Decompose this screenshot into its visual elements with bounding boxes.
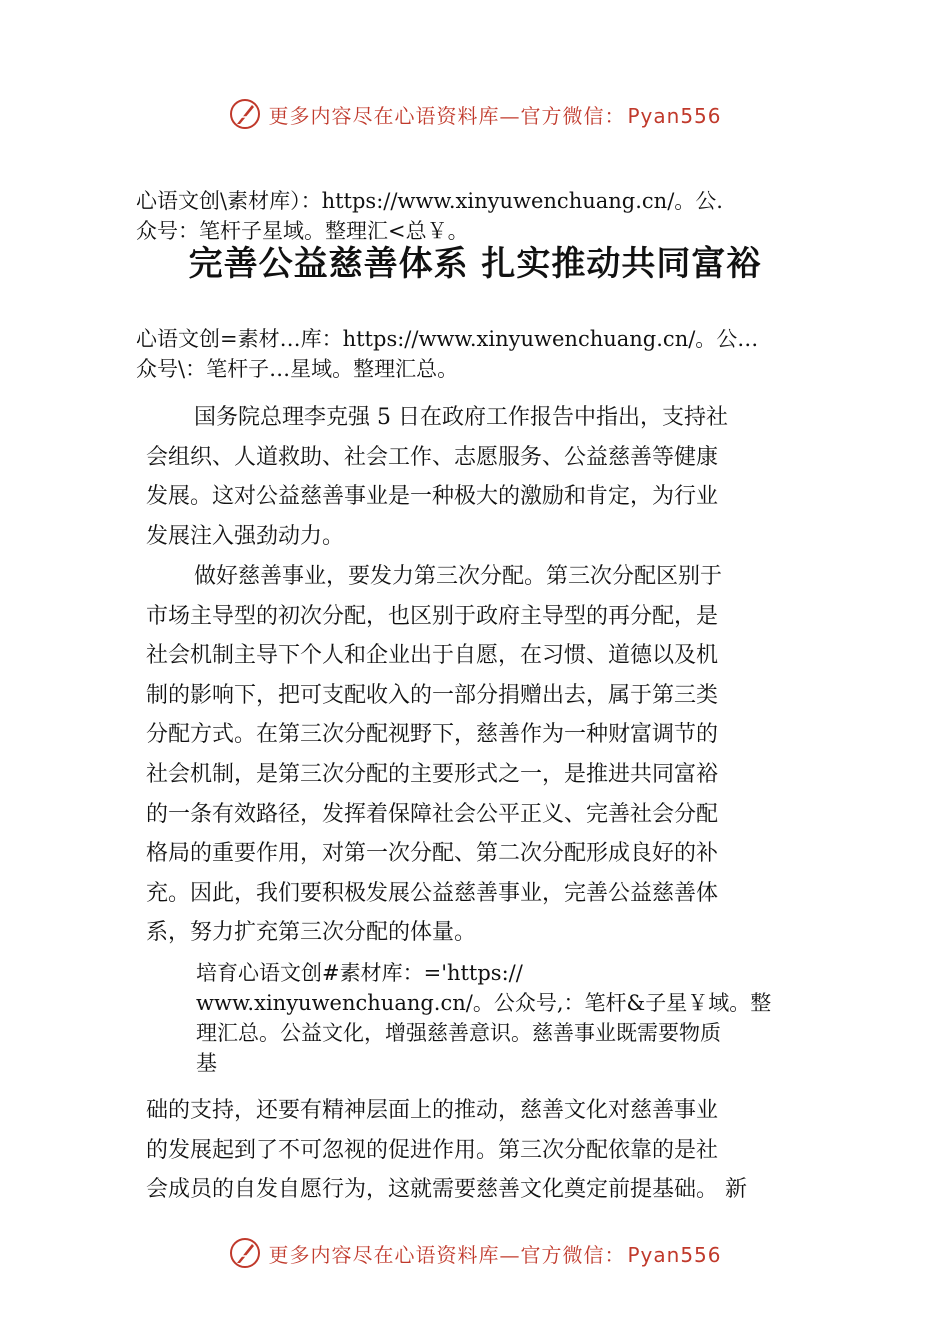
wechat-id: Pyan556 — [627, 1242, 722, 1267]
text-line: 发展。这对公益慈善事业是一种极大的激励和肯定，为行业 — [146, 484, 719, 510]
feather-pen-logo-icon — [228, 1236, 262, 1270]
text-line: 市场主导型的初次分配，也区别于政府主导型的再分配，是 — [146, 603, 719, 629]
text-line: 格局的重要作用，对第一次分配、第二次分配形成良好的补 — [146, 841, 719, 867]
watermark-line: 心语文创\素材库）：https://www.xinyuwenchuang.cn/。公. — [136, 189, 723, 213]
text-line: 会组织、人道救助、社会工作、志愿服务、公益慈善等健康 — [146, 444, 719, 470]
text-line: 制的影响下，把可支配收入的一部分捐赠出去，属于第三类 — [146, 682, 719, 708]
text-line: 会成员的自发自愿行为，这就需要慈善文化奠定前提基础。 新 — [146, 1177, 747, 1203]
paragraph-4 — [146, 1091, 822, 1210]
text-line: 的一条有效路径，发挥着保障社会公平正义、完善社会分配 — [146, 801, 719, 827]
feather-pen-logo-icon — [228, 97, 262, 131]
wechat-id: Pyan556 — [627, 103, 722, 128]
text-line: 的发展起到了不可忽视的促进作用。第三次分配依靠的是社 — [146, 1137, 719, 1163]
paragraph-1 — [146, 398, 822, 556]
text-line: www.xinyuwenchuang.cn/。公众号,：笔杆&子星￥域。整 — [196, 991, 772, 1015]
text-line: 分配方式。在第三次分配视野下，慈善作为一种财富调节的 — [146, 722, 719, 748]
text-line: 社会机制，是第三次分配的主要形式之一，是推进共同富裕 — [146, 761, 719, 787]
banner-slogan: 更多内容尽在心语资料库—官方微信： — [268, 1242, 626, 1267]
text-line: 础的支持，还要有精神层面上的推动，慈善文化对慈善事业 — [146, 1098, 719, 1123]
text-line: 发展注入强劲动力。 — [146, 523, 345, 549]
watermark-block-1 — [136, 186, 723, 246]
text-line: 系，努力扩充第三次分配的体量。 — [146, 920, 477, 946]
text-line: 做好慈善事业，要发力第三次分配。第三次分配区别于 — [194, 564, 723, 589]
header-banner-text — [268, 100, 721, 129]
page-title: 完善公益慈善体系 扎实推动共同富裕 — [188, 244, 762, 284]
banner-slogan: 更多内容尽在心语资料库—官方微信： — [268, 103, 626, 128]
watermark-block-2 — [136, 324, 758, 384]
footer-banner — [0, 1233, 950, 1273]
watermark-line: 众号\：笔杆子…星域。整理汇总。 — [136, 357, 459, 381]
text-line: 理汇总。公益文化，增强慈善意识。慈善事业既需要物质 — [196, 1021, 721, 1045]
paragraph-3 — [196, 958, 836, 1078]
watermark-line: 众号：笔杆子星域。整理汇<总￥。 — [136, 219, 469, 243]
text-line: 基 — [196, 1051, 217, 1075]
watermark-line: 心语文创=素材…库：https://www.xinyuwenchuang.cn/。公… — [136, 327, 759, 351]
text-line: 国务院总理李克强 5 日在政府工作报告中指出，支持社 — [194, 405, 728, 430]
text-line: 培育心语文创#素材库：='https:// — [196, 961, 523, 985]
text-line: 社会机制主导下个人和企业出于自愿，在习惯、道德以及机 — [146, 643, 719, 669]
paragraph-2 — [146, 557, 822, 953]
header-banner — [0, 94, 950, 134]
text-line: 充。因此，我们要积极发展公益慈善事业，完善公益慈善体 — [146, 880, 719, 906]
footer-banner-text — [268, 1239, 721, 1268]
